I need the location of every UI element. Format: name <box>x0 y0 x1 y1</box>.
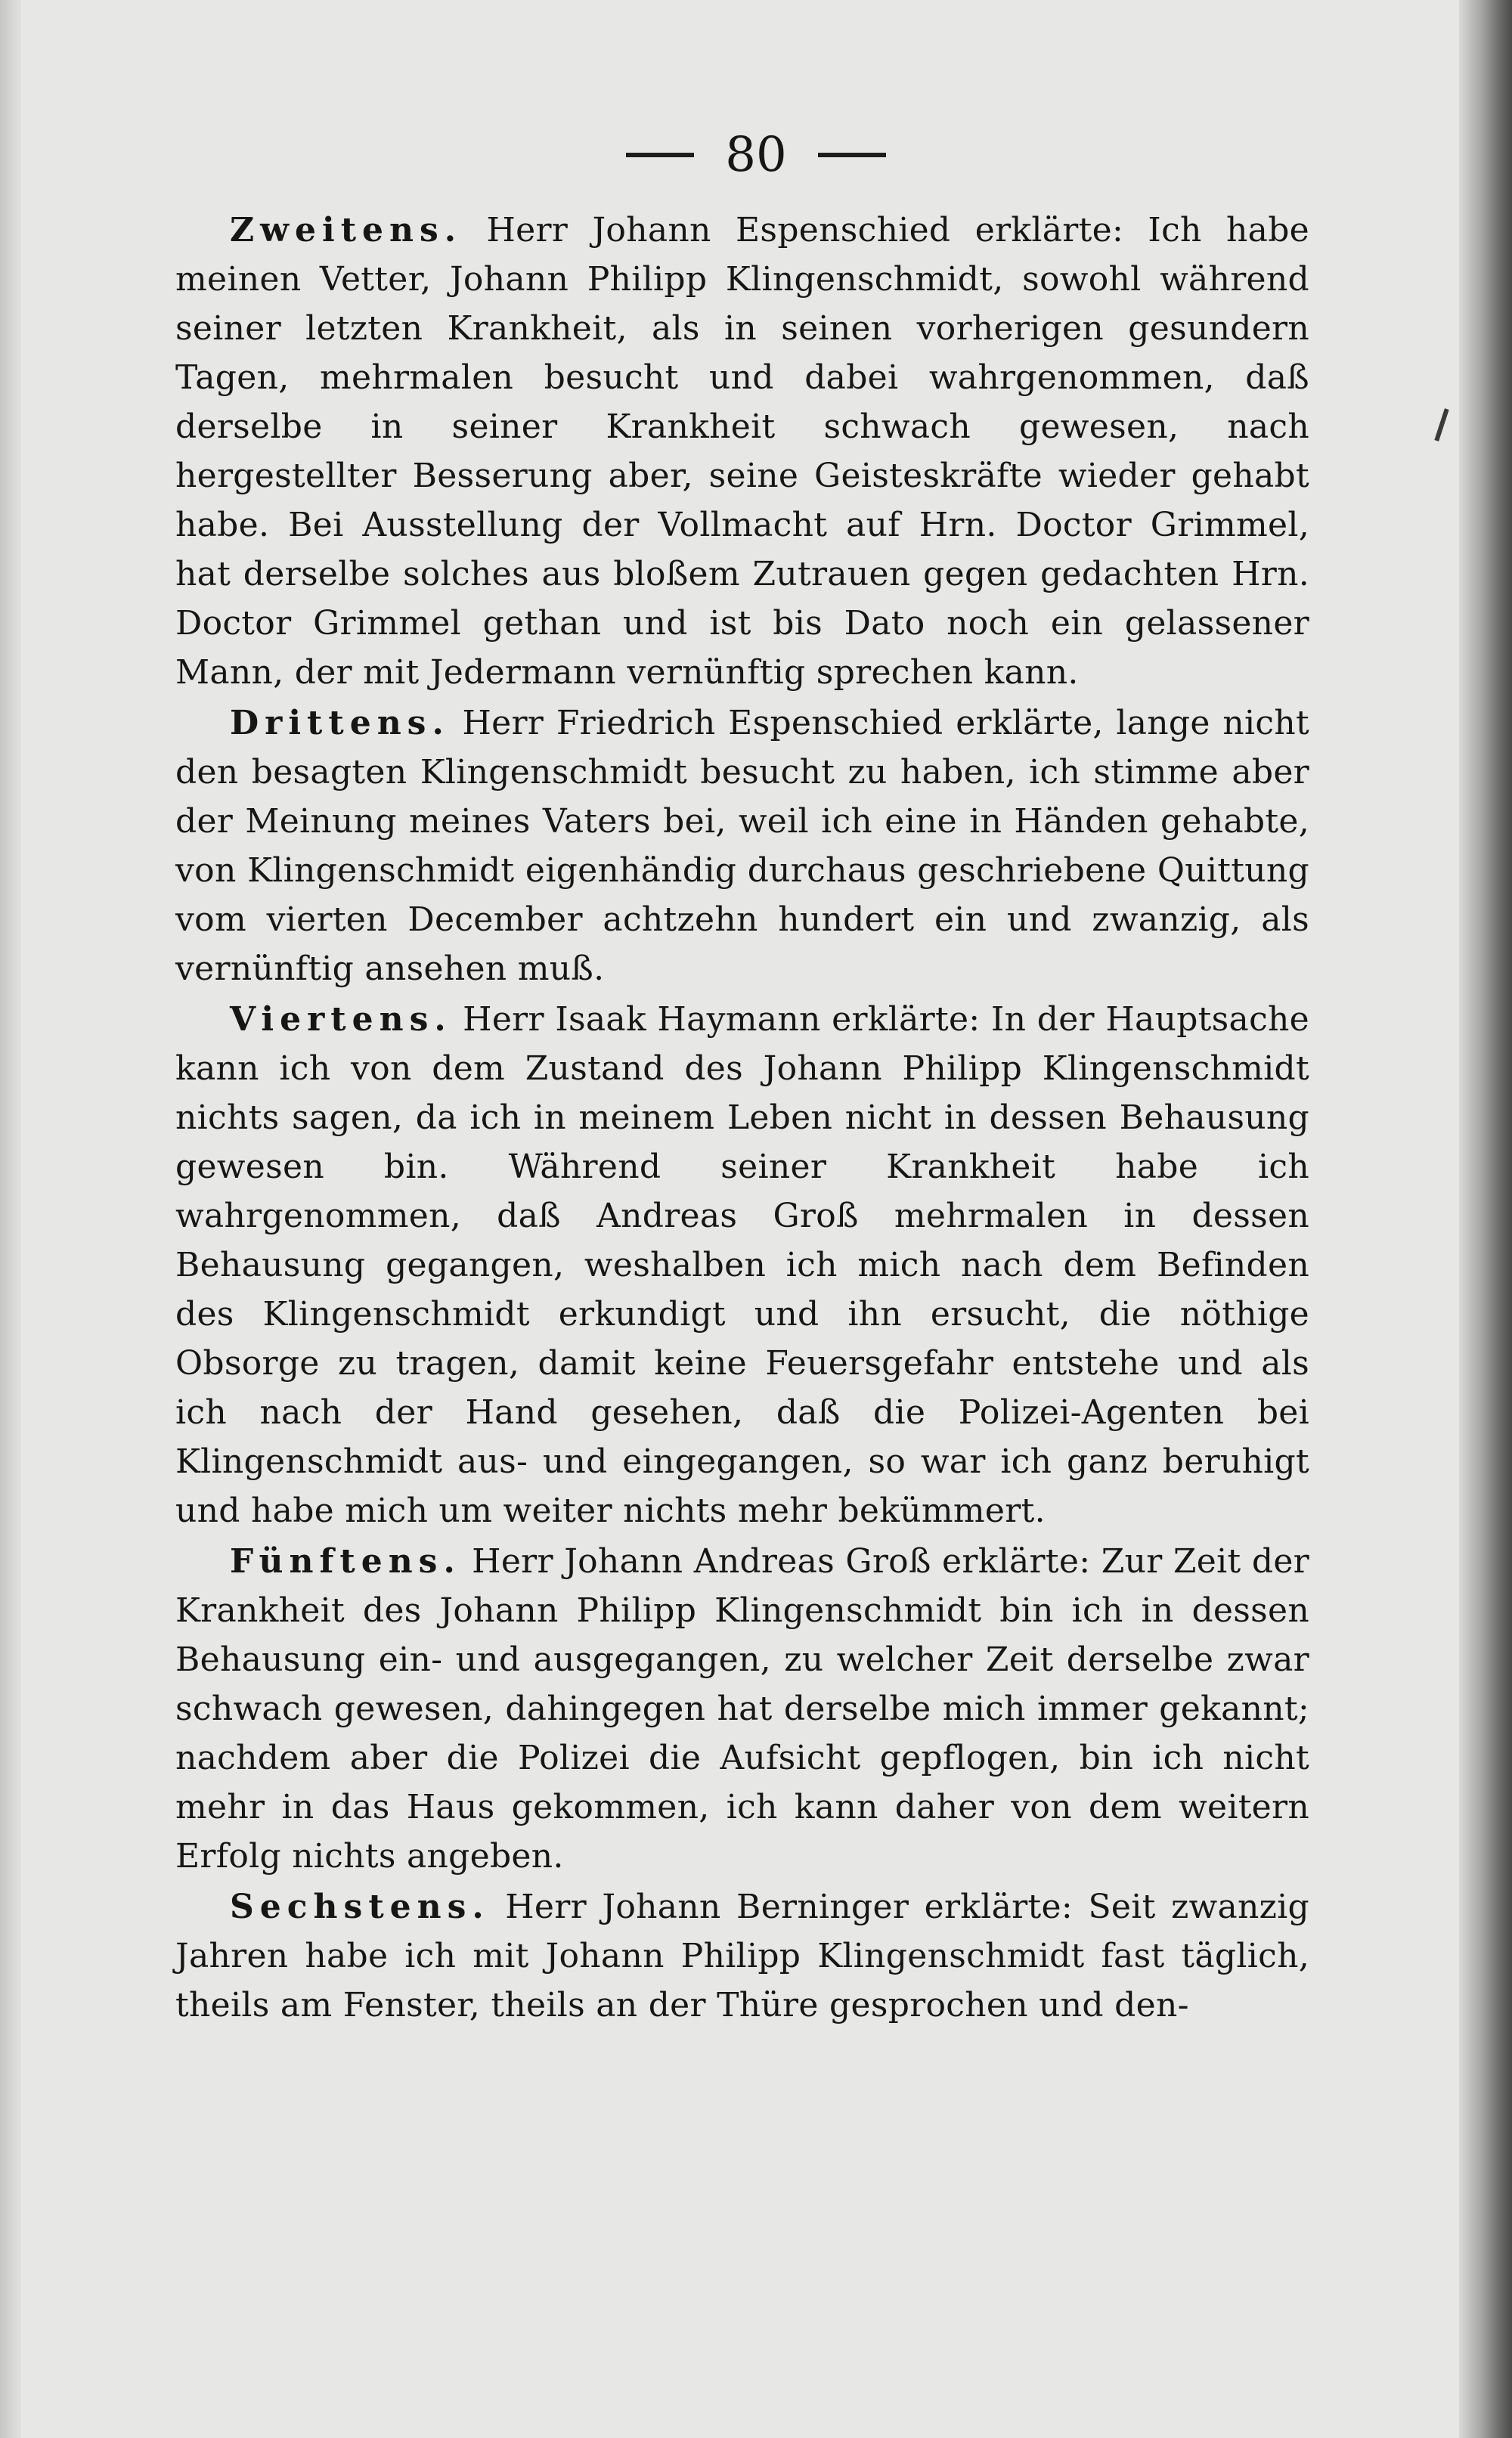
paragraph-sechstens <box>175 1882 1309 2030</box>
paper-mark <box>1434 408 1448 441</box>
paragraph-lead: Zweitens. <box>230 211 463 249</box>
paragraph-text: Herr Johann Espenschied erklärte: Ich habe meinen Vetter, Johann Philipp Klingenschmidt, sowohl während seiner letzten Krankheit, als in seinen vorherigen gesundern Tagen, mehrmalen besucht und dabei wahrgenommen, daß derselbe in seiner Krankheit schwach gewesen, nach hergestellter Besserung aber, seine Geisteskräfte wieder gehabt habe. Bei Ausstellung der Vollmacht auf Hrn. Doctor Grimmel, hat derselbe solches aus bloßem Zutrauen gegen gedachten Hrn. Doctor Grimmel gethan und ist bis Dato noch ein gelassener Mann, der mit Jedermann vernünftig sprechen kann. <box>175 211 1309 692</box>
paragraph-lead: Viertens. <box>230 1000 452 1039</box>
paragraph-lead: Sechstens. <box>230 1888 490 1926</box>
paragraph-text: Herr Friedrich Espenschied erklärte, lange nicht den besagten Klingenschmidt besucht zu haben, ich stimme aber der Meinung meines Vaters bei, weil ich eine in Händen gehabte, von Klingenschmidt eigenhändig durchaus geschriebene Quittung vom vierten December achtzehn hundert ein und zwanzig, als vernünftig ansehen muß. <box>175 704 1309 988</box>
header-dash-right <box>818 153 886 157</box>
paragraph-text: Herr Isaak Haymann erklärte: In der Hauptsache kann ich von dem Zustand des Johann Philipp Klingenschmidt nichts sagen, da ich in meinem Leben nicht in dessen Behausung gewesen bin. Während seiner Krankheit habe ich wahrgenommen, daß Andreas Groß mehrmalen in dessen Behausung gegangen, weshalben ich mich nach dem Befinden des Klingenschmidt erkundigt und ihn ersucht, die nöthige Obsorge zu tragen, damit keine Feuersgefahr entstehe und als ich nach der Hand gesehen, daß die Polizei-Agenten bei Klingenschmidt aus- und eingegangen, so war ich ganz beruhigt und habe mich um weiter nichts mehr bekümmert. <box>175 1000 1309 1530</box>
paragraph-lead: Drittens. <box>230 704 450 742</box>
paragraph-viertens <box>175 995 1309 1535</box>
page-gutter-shadow <box>0 0 21 2438</box>
page-body <box>175 206 1309 2031</box>
page-edge-shadow <box>1459 0 1512 2438</box>
paragraph-lead: Fünftens. <box>230 1542 461 1581</box>
paragraph-text: Herr Johann Andreas Groß erklärte: Zur Zeit der Krankheit des Johann Philipp Klingenschmidt bin ich in dessen Behausung ein- und ausgegangen, zu welcher Zeit derselbe zwar schwach gewesen, dahingegen hat derselbe mich immer gekannt; nachdem aber die Polizei die Aufsicht gepflogen, bin ich nicht mehr in das Haus gekommen, ich kann daher von dem weitern Erfolg nichts angeben. <box>175 1542 1309 1876</box>
page-header <box>612 121 900 189</box>
paragraph-zweitens <box>175 206 1309 697</box>
paragraph-text: Herr Johann Berninger erklärte: Seit zwanzig Jahren habe ich mit Johann Philipp Klingenschmidt fast täglich, theils am Fenster, theils an der Thüre gesprochen und den- <box>175 1888 1309 2024</box>
paragraph-drittens <box>175 699 1309 993</box>
page-number: 80 <box>725 127 787 183</box>
paragraph-fuenftens <box>175 1537 1309 1881</box>
